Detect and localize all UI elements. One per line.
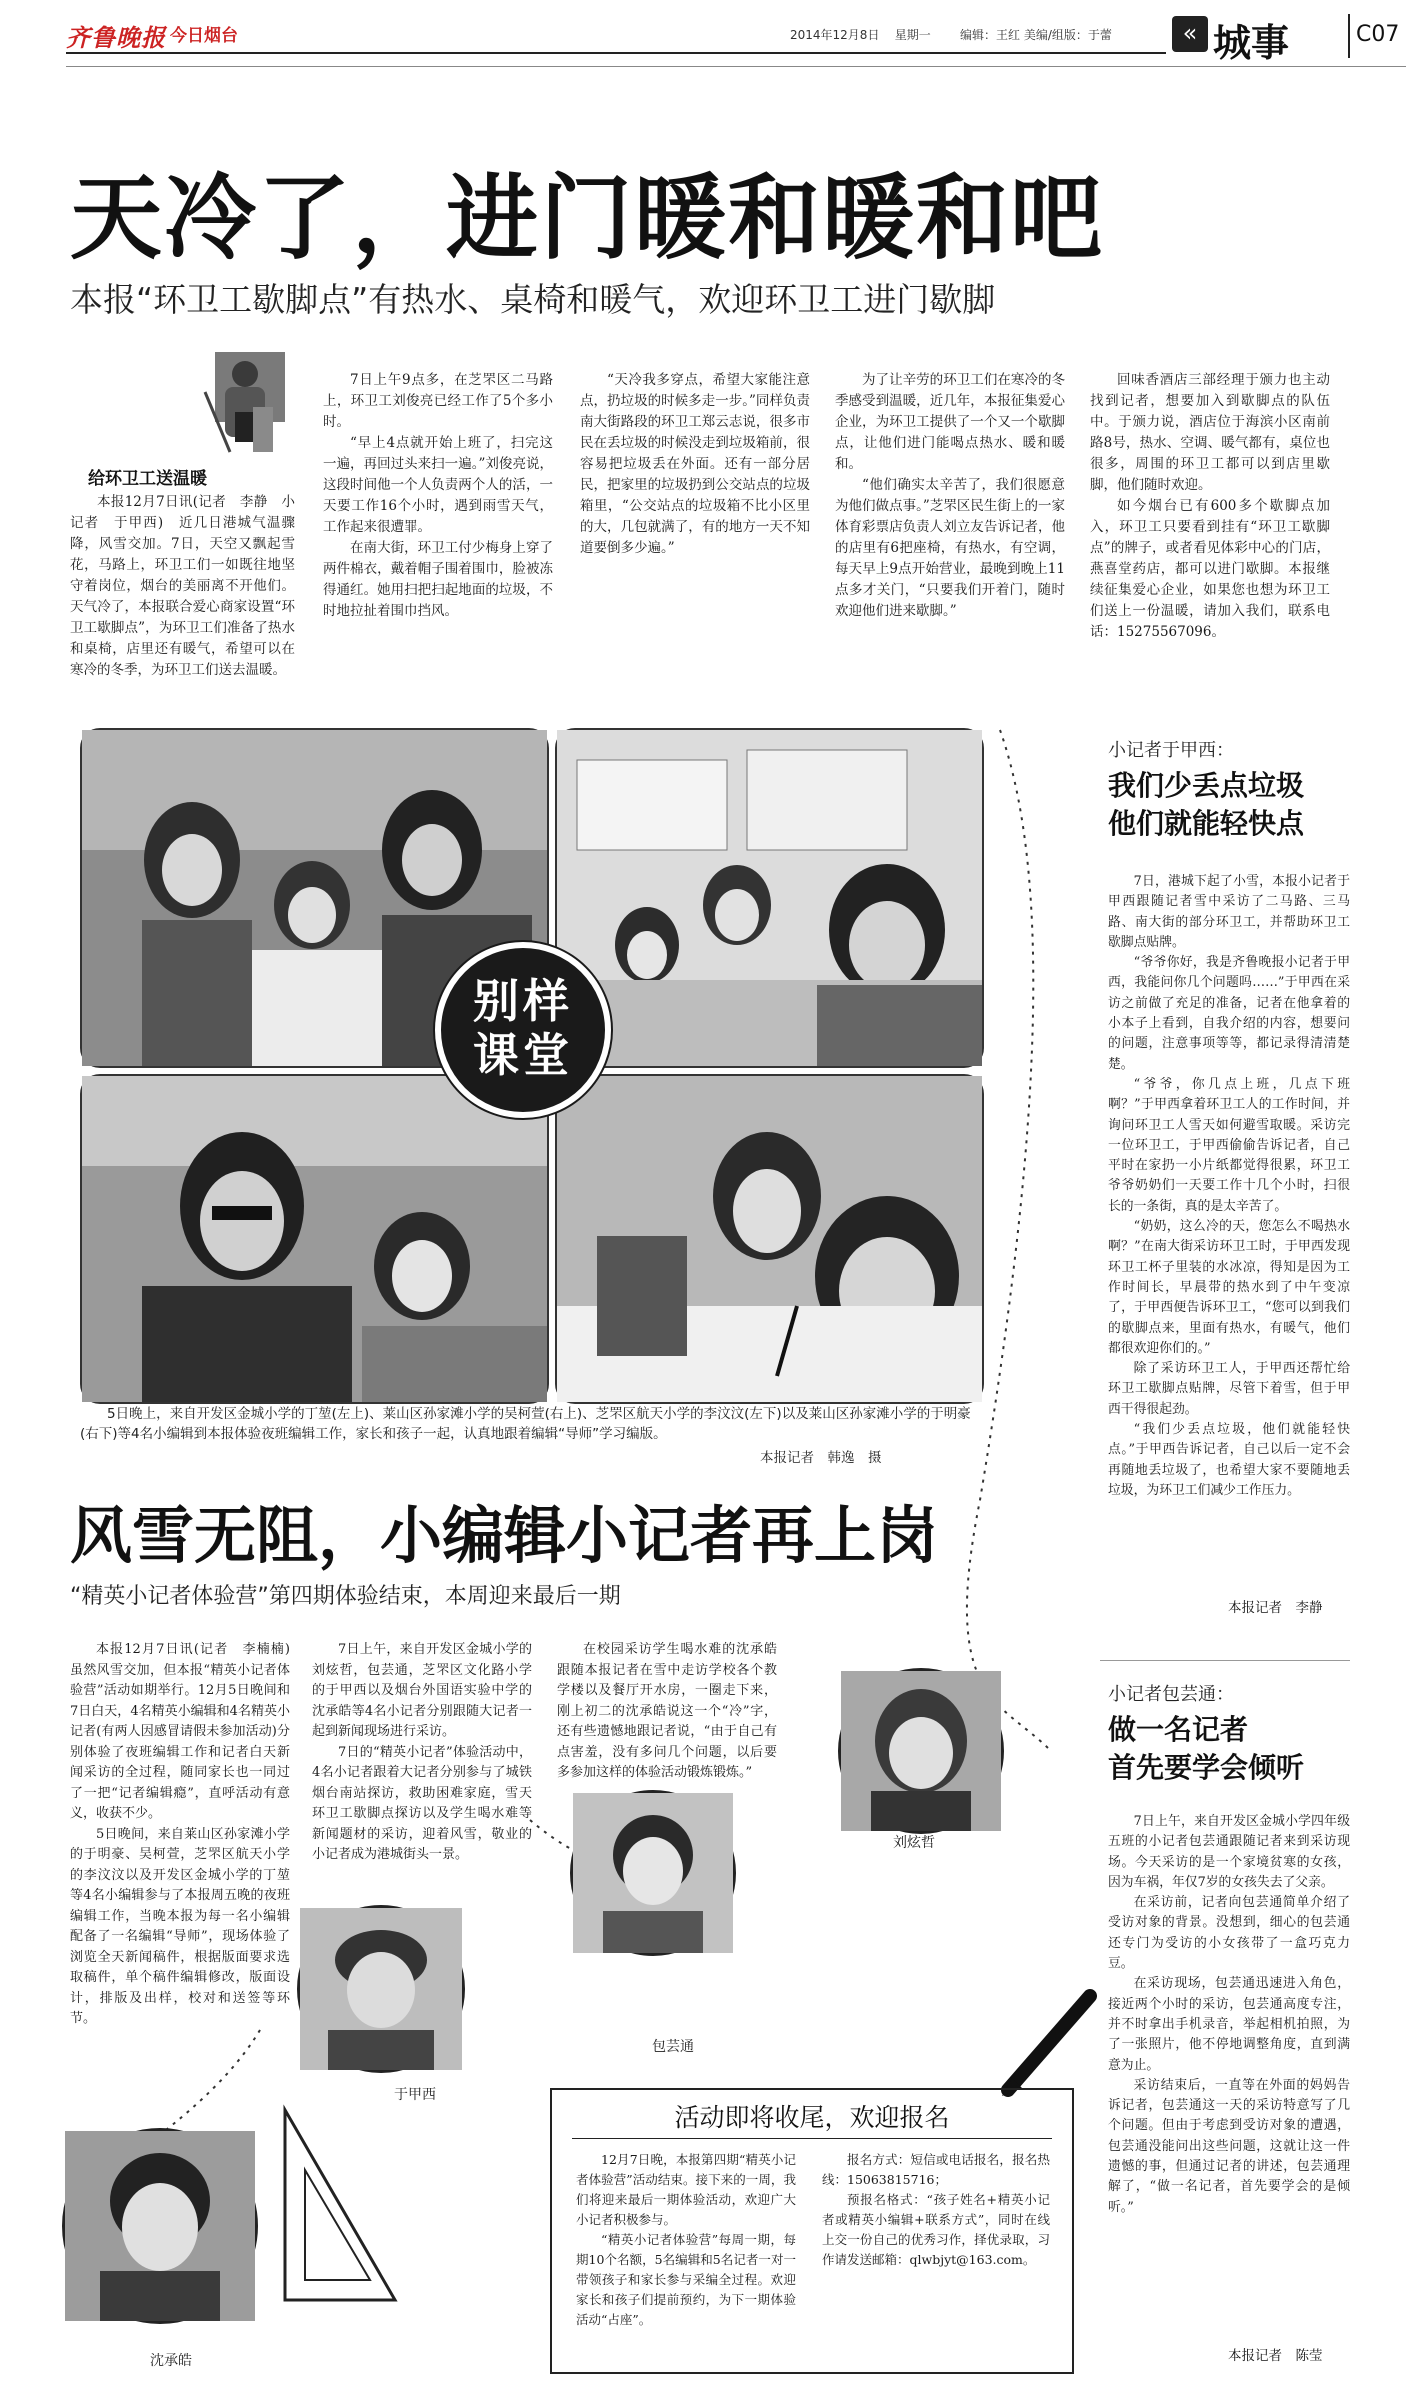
- photo-bottom-right: [555, 1074, 984, 1404]
- side1-para-5: 除了采访环卫工人，于甲西还帮忙给环卫工歇脚点贴牌，尽管下着雪，但于甲西干得很起劲。: [1108, 1361, 1350, 1417]
- edition-label: 今日烟台: [170, 26, 238, 46]
- lead-col-1: [70, 492, 295, 692]
- enrollment-para-4: 预报名格式：“孩子姓名+精英小记者或精英小编辑+联系方式”，同时在线上交一份自己的优秀习作，择优录取，习作请发送邮箱：qlwbjyt@163.com。: [822, 2192, 1050, 2267]
- lead-para-4: 在南大街，环卫工付少梅身上穿了两件棉衣，戴着帽子围着围巾，脸被冻得通红。她用扫把扫起地面的垃圾，不时地拉扯着围巾挡风。: [323, 540, 553, 619]
- side2-byline: 小记者包芸通：: [1108, 1684, 1234, 1705]
- side2-para-3: 在采访现场，包芸通迅速进入角色，接近两个小时的采访，包芸通高度专注，并不时拿出手机录音，举起相机拍照，为了一张照片，他不停地调整角度，直到满意为止。: [1108, 1976, 1350, 2073]
- section-arrow-icon: «: [1172, 16, 1208, 52]
- photo-top-right: [555, 728, 984, 1068]
- enrollment-box: [550, 2088, 1074, 2374]
- enrollment-col-2: [822, 2150, 1050, 2362]
- lead-photo: [85, 352, 285, 458]
- lead-para-3: “早上4点就开始上班了，扫完这一遍，再回过头来扫一遍。”刘俊亮说，这段时间他一个人负责两个人的活，一天要工作16个小时，遇到雨雪天气，工作起来很遭罪。: [323, 435, 553, 535]
- second-headline: 风雪无阻，小编辑小记者再上岗: [70, 1499, 939, 1572]
- portrait-shen-chenghao: [62, 2128, 258, 2324]
- photo-bottom-left: [80, 1074, 549, 1404]
- enrollment-title: 活动即将收尾，欢迎报名: [572, 2098, 1052, 2139]
- lead-headline: 天冷了，进门暖和暖和吧: [70, 164, 1105, 272]
- side2-para-1: 7日上午，来自开发区金城小学四年级五班的小记者包芸通跟随记者来到采访现场。今天采访的是一个家境贫寒的女孩，因为车祸，年仅7岁的女孩失去了父亲。: [1108, 1814, 1350, 1890]
- second-col-1: [70, 1640, 304, 2060]
- side2-headline-2: 首先要学会倾听: [1108, 1751, 1305, 1784]
- badge-line-2: 课堂: [473, 1028, 573, 1082]
- side1-para-3: “爷爷，你几点上班，几点下班啊？”于甲西拿着环卫工人的工作时间，并询问环卫工人雪天如何避雪取暖。采访完一位环卫工，于甲西偷偷告诉记者，自己平时在家扔一小片纸都觉得很累，环卫工爷爷奶奶们一天要工作十几个小时，扫很长的一条街，真的是太辛苦了。: [1108, 1076, 1350, 1214]
- lead-para-9: 如今烟台已有600多个歇脚点加入，环卫工只要看到挂有“环卫工歇脚点”的牌子，或者看见体彩中心的门店，燕喜堂药店，都可以进门歇脚。本报继续征集爱心企业，如果您也想为环卫工们送上一份温暖，请加入我们，联系电话：15275567096。: [1090, 498, 1330, 640]
- enrollment-col-1: [576, 2150, 796, 2362]
- side2-para-2: 在采访前，记者向包芸通简单介绍了受访对象的背景。没想到，细心的包芸通还专门为受访的小女孩带了一盒巧克力豆。: [1108, 1895, 1350, 1972]
- side1-byline: 小记者于甲西：: [1108, 740, 1234, 761]
- side1-headline-2: 他们就能轻快点: [1108, 807, 1305, 840]
- portrait-liu-xuanzhe: [838, 1668, 1004, 1834]
- lead-para-1: 本报12月7日讯(记者 李静 小记者 于甲西) 近几日港城气温骤降，风雪交加。7日，天空又飘起雪花，马路上，环卫工们一如既往地坚守着岗位，烟台的美丽离不开他们。天气冷了，本报联合爱心商家设置“环卫工歇脚点”，为环卫工们准备了热水和桌椅，店里还有暖气，希望可以在寒冷的冬季，为环卫工们送去温暖。: [70, 494, 295, 678]
- side1-body: [1108, 872, 1350, 1592]
- paper-logo: 齐鲁晚报: [66, 23, 166, 52]
- lead-para-6: 为了让辛劳的环卫工们在寒冷的冬季感受到温暖，近几年，本报征集爱心企业，为环卫工提供了一个又一个歇脚点，让他们进门能喝点热水、暖和暖和。: [835, 372, 1065, 472]
- side2-body: [1108, 1812, 1350, 2337]
- second-para-1: 本报12月7日讯(记者 李楠楠) 虽然风雪交加，但本报“精英小记者体验营”活动如期举行。12月5日晚间和7日白天，4名精英小编辑和4名精英小记者(有两人因感冒请假未参加活动)分别体验了夜班编辑工作和记者白天新闻采访的全过程，随同家长也一同过了一把“记者编辑瘾”，直呼活动有意义，收获不少。: [70, 1642, 304, 1821]
- side2-credit: 本报记者 陈莹: [1228, 2348, 1323, 2364]
- pen-icon: [1000, 1990, 1100, 2100]
- page-number: C07: [1356, 22, 1400, 47]
- side1-para-1: 7日，港城下起了小雪，本报小记者于甲西跟随记者雪中采访了二马路、三马路、南大街的部分环卫工，并帮助环卫工歇脚点贴牌。: [1108, 874, 1350, 950]
- lead-para-2: 7日上午9点多，在芝罘区二马路上，环卫工刘俊亮已经工作了5个多小时。: [323, 372, 553, 430]
- portrait-bao-yuntong: [570, 1790, 736, 1956]
- photo-credit: 本报记者 韩逸 摄: [760, 1450, 882, 1466]
- photo-badge: [435, 942, 611, 1118]
- side1-para-4: “奶奶，这么冷的天，您怎么不喝热水啊？”在南大街采访环卫工时，于甲西发现环卫工杯子里装的水冰凉，得知是因为工作时间长，早晨带的热水到了中午变凉了，于甲西便告诉环卫工，“您可以到我们的歇脚点来，里面有热水，有暖气，他们都很欢迎你们的。”: [1108, 1219, 1350, 1356]
- portrait-yu-jiaxi: [297, 1905, 465, 2073]
- masthead: [0, 0, 1417, 84]
- enrollment-para-2: “精英小记者体验营”每周一期，每期10个名额，5名编辑和5名记者一对一带领孩子和家长参与采编全过程。欢迎家长和孩子们提前预约，为下一期体验活动“占座”。: [576, 2232, 796, 2327]
- enrollment-para-3: 报名方式：短信或电话报名，报名热线：15063815716；: [822, 2152, 1050, 2187]
- lead-photo-caption: 给环卫工送温暖: [88, 469, 207, 489]
- side1-credit: 本报记者 李静: [1228, 1600, 1323, 1616]
- second-subhead: “精英小记者体验营”第四期体验结束，本周迎来最后一期: [70, 1584, 621, 1609]
- side2-headline-1: 做一名记者: [1108, 1713, 1249, 1746]
- second-col-2: [312, 1640, 532, 1930]
- lead-para-8: 回味香酒店三部经理于颁力也主动找到记者，想要加入到歇脚点的队伍中。于颁力说，酒店位于海滨小区南前路8号，热水、空调、暖气都有，桌位也很多，周围的环卫工都可以到店里歇脚，他们随时欢迎。: [1090, 372, 1330, 493]
- second-col-3: [557, 1640, 777, 1815]
- date-line: 2014年12月8日 星期一: [790, 28, 931, 42]
- badge-line-1: 别样: [473, 974, 573, 1028]
- editors-line: 编辑：王红 美编/组版：于蕾: [960, 28, 1112, 42]
- side1-para-2: “爷爷你好，我是齐鲁晚报小记者于甲西，我能问你几个问题吗……”于甲西在采访之前做了充足的准备，记者在他拿着的小本子上看到，自我介绍的内容，想要问的问题，注意事项等等，都记录得清清楚楚。: [1108, 955, 1350, 1072]
- side1-headline-1: 我们少丢点垃圾: [1108, 769, 1305, 802]
- name-liu-xuanzhe: 刘炫哲: [893, 1835, 935, 1851]
- side1-para-6: “我们少丢点垃圾，他们就能轻快点。”于甲西告诉记者，自己以后一定不会再随地丢垃圾了，也希望大家不要随地丢垃圾，为环卫工们减少工作压力。: [1108, 1422, 1350, 1498]
- side2-para-4: 采访结束后，一直等在外面的妈妈告诉记者，包芸通这一天的采访特意写了几个问题。但由于考虑到受访对象的遭遇，包芸通没能问出这些问题，这就让这一件遗憾的事，但通过记者的讲述，包芸通理解了，“做一名记者，首先要学会的是倾听。”: [1108, 2077, 1350, 2215]
- second-para-4: 7日的“精英小记者”体验活动中，4名小记者跟着大记者分别参与了城铁烟台南站探访，救助困难家庭，雪天环卫工歇脚点探访以及学生喝水难等新闻题材的采访，迎着风雪，敬业的小记者成为港城街头一景。: [312, 1744, 532, 1862]
- lead-col-4: [835, 370, 1065, 695]
- name-bao-yuntong: 包芸通: [652, 2039, 694, 2055]
- section-name: 城事: [1213, 21, 1290, 65]
- second-para-5: 在校园采访学生喝水难的沈承皓跟随本报记者在雪中走访学校各个教学楼以及餐厅开水房，一圈走下来，刚上初二的沈承皓说这一个“冷”字，还有些遗憾地跟记者说，“由于自己有点害羞，没有多问几个问题，以后要多参加这样的体验活动锻炼锻炼。”: [557, 1642, 777, 1780]
- lead-para-7: “他们确实太辛苦了，我们很愿意为他们做点事。”芝罘区民生街上的一家体育彩票店负责人刘立友告诉记者，他的店里有6把座椅，有热水，有空调，每天早上9点开始营业，最晚到晚上11点多才关门，“只要我们开着门，随时欢迎他们进来歇脚。”: [835, 477, 1065, 619]
- lead-para-5: “天冷我多穿点，希望大家能注意点，扔垃圾的时候多走一步。”同样负责南大街路段的环卫工郑云志说，很多市民在丢垃圾的时候没走到垃圾箱前，很容易把垃圾丢在外面。还有一部分居民，把家里的垃圾扔到公交站点的垃圾箱里，“公交站点的垃圾箱不比小区里的大，几包就满了，有的地方一天不知道要倒多少遍。”: [580, 372, 810, 556]
- photo-caption: 5日晚上，来自开发区金城小学的丁堃(左上)、莱山区孙家滩小学的吴柯萱(右上)、芝罘区航天小学的李汶汶(左下)以及莱山区孙家滩小学的于明豪(右下)等4名小编辑到本报体验夜班编辑工作，家长和孩子一起，认真地跟着编辑“导师”学习编版。: [80, 1406, 971, 1442]
- second-para-3: 7日上午，来自开发区金城小学的刘炫哲，包芸通，芝罘区文化路小学的于甲西以及烟台外国语实验中学的沈承皓等4名小记者分别跟随大记者一起到新闻现场进行采访。: [312, 1642, 532, 1739]
- lead-subhead: 本报“环卫工歇脚点”有热水、桌椅和暖气，欢迎环卫工进门歇脚: [70, 280, 996, 319]
- lead-col-2: [323, 370, 553, 695]
- enrollment-para-1: 12月7日晚，本报第四期“精英小记者体验营”活动结束。接下来的一周，我们将迎来最后一期体验活动，欢迎广大小记者积极参与。: [576, 2152, 796, 2227]
- name-yu-jiaxi: 于甲西: [394, 2087, 436, 2103]
- second-para-2: 5日晚间，来自莱山区孙家滩小学的于明豪、吴柯萱，芝罘区航天小学的李汶汶以及开发区金城小学的丁堃等4名小编辑参与了本报周五晚的夜班编辑工作，当晚本报为每一名小编辑配备了一名编辑“导师”，现场体验了浏览全天新闻稿件，根据版面要求选取稿件，单个稿件编辑修改，版面设计，排版及出样，校对和送签等环节。: [70, 1826, 290, 2026]
- masthead-rule: [66, 52, 1166, 54]
- triangle-ruler-icon: [265, 2100, 405, 2310]
- name-shen-chenghao: 沈承皓: [150, 2353, 192, 2369]
- lead-col-3: [580, 370, 810, 695]
- lead-col-5: [1090, 370, 1330, 695]
